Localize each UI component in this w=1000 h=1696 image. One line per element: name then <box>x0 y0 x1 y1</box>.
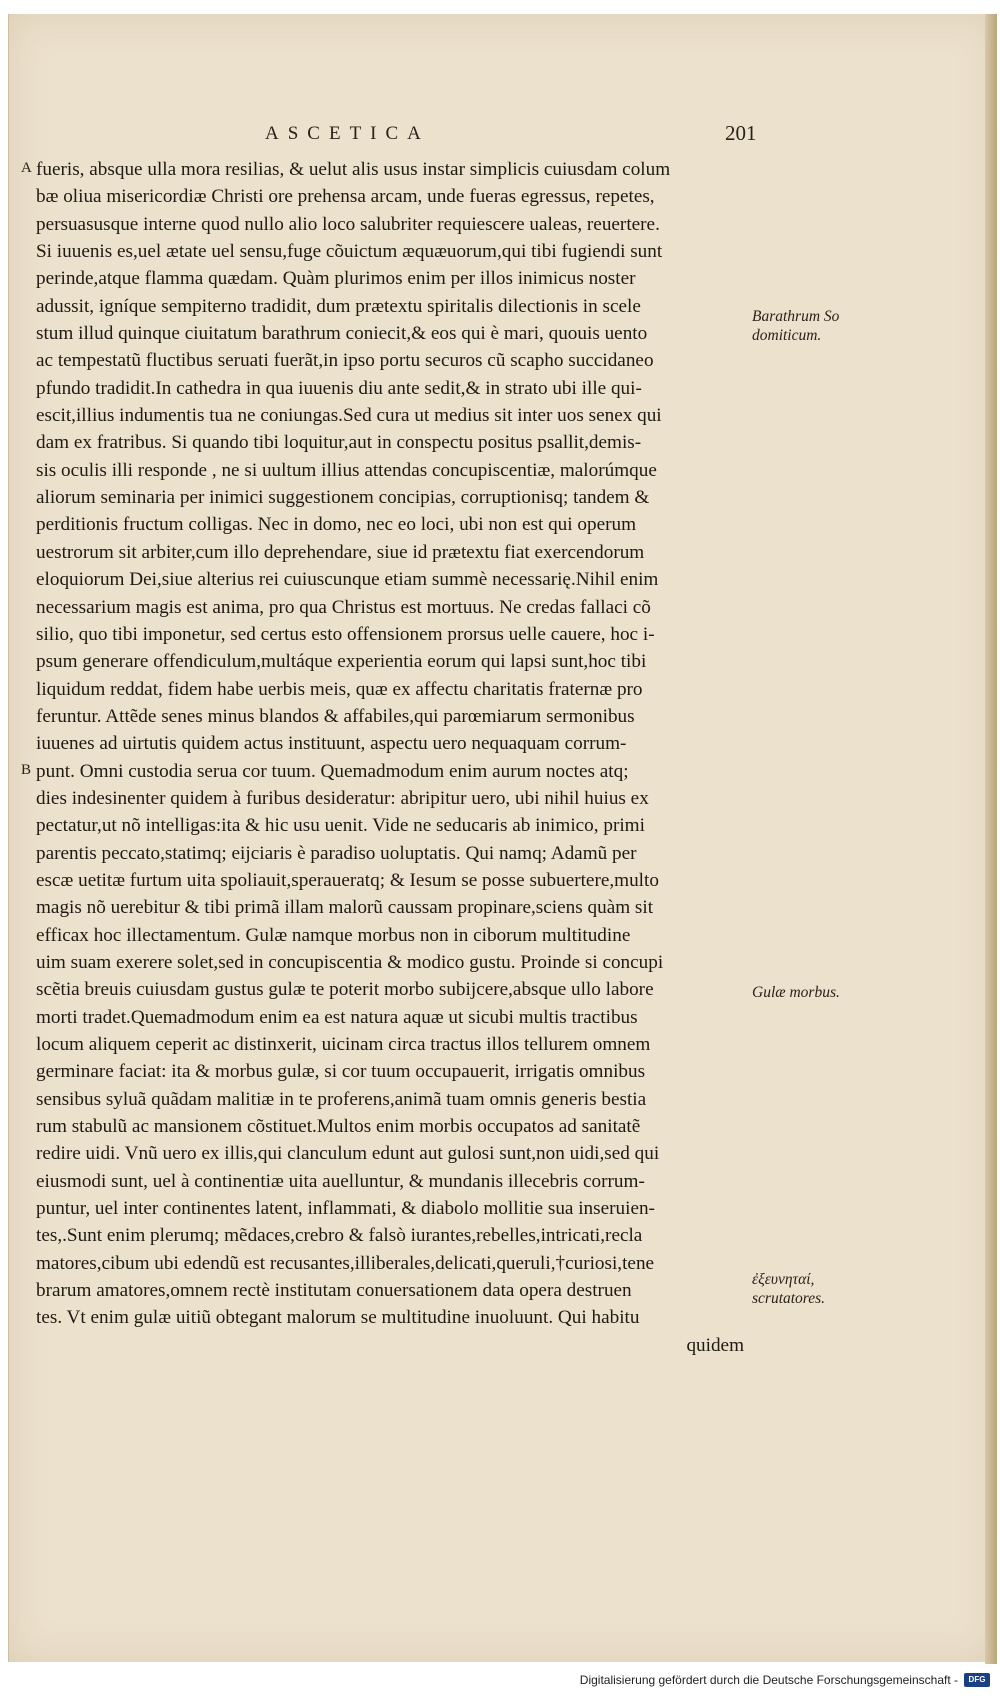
text-line: pfundo tradidit.In cathedra in qua iuuenis diu ante sedit,& in strato ubi ille qui- <box>36 377 642 399</box>
text-line: sis oculis illi responde , ne si uultum illius attendas concupiscentiæ, malorúmque <box>36 459 657 481</box>
text-line: uim suam exerere solet,sed in concupiscentia & modico gustu. Proinde si concupi <box>36 951 664 973</box>
text-line: stum illud quinque ciuitatum barathrum coniecit,& eos qui è mari, quouis uento <box>36 323 648 345</box>
text-line: dam ex fratribus. Si quando tibi loquitur,aut in conspectu positus psallit,demis- <box>36 432 642 454</box>
text-line: efficax hoc illectamentum. Gulæ namque morbus non in ciborum multitudine <box>36 924 631 946</box>
text-line: silio, quo tibi imponetur, sed certus esto offensionem prorsus uelle cauere, hoc i- <box>36 623 655 645</box>
section-letter-b: B <box>21 762 32 778</box>
margin-note-line: domiticum. <box>752 327 822 344</box>
margin-note-gula <box>752 983 840 1002</box>
text-line: morti tradet.Quemadmodum enim ea est natura aquæ ut sicubi multis tractibus <box>36 1006 638 1028</box>
text-line: liquidum reddat, fidem habe uerbis meis, quæ ex affectu charitatis fraternæ pro <box>36 678 643 700</box>
text-line: sensibus syluã quãdam malitiæ in te proferens,animã tuam omnis generis bestia <box>36 1088 647 1110</box>
text-line: uestrorum sit arbiter,cum illo deprehendare, siue id prætextu fiat exercendorum <box>36 541 645 563</box>
text-line: locum aliquem ceperit ac distinxerit, uicinam circa tractus illos tellurem omnem <box>36 1034 651 1055</box>
section-letter-a: A <box>21 160 32 176</box>
text-line: matores,cibum ubi edendũ est recusantes,illiberales,delicati,queruli,†curiosi,tene <box>36 1252 655 1274</box>
text-line: perditionis fructum colligas. Nec in domo, nec eo loci, ubi non est qui operum <box>36 514 637 536</box>
text-line: puntur, uel inter continentes latent, inflammati, & diabolo mollitie sua inseruien- <box>36 1198 655 1220</box>
text-line: punt. Omni custodia serua cor tuum. Quemadmodum enim aurum noctes atq; <box>36 760 629 782</box>
text-line: perinde,atque flamma quædam. Quàm plurimos enim per illos inimicus noster <box>36 268 636 290</box>
digitization-credit <box>580 1673 990 1687</box>
catchword: quidem <box>686 1334 744 1356</box>
text-line: redire uidi. Vnũ uero ex illis,qui clanculum edunt aut gulosi sunt,non uidi,sed qui <box>36 1143 660 1165</box>
text-line: rum stabulũ ac mansionem cõstituet.Multos enim morbis occupatos ad sanitatẽ <box>36 1116 641 1138</box>
text-line: eiusmodi sunt, uel à continentiæ uita auelluntur, & mundanis illecebris corrum- <box>36 1170 645 1192</box>
text-line: persuasusque interne quod nullo alio loco salubriter requiescere ualeas, reuertere. <box>36 213 660 235</box>
page-number: 201 <box>725 121 757 145</box>
margin-note-line: Gulæ morbus. <box>752 984 840 1001</box>
margin-note-barathrum <box>752 307 839 345</box>
text-line: iuuenes ad uirtutis quidem actus instituunt, aspectu uero nequaquam corrum- <box>36 733 627 755</box>
margin-note-line: Barathrum So <box>752 308 840 325</box>
dfg-logo: DFG <box>964 1673 990 1687</box>
text-line: fueris, absque ulla mora resilias, & uelut alis usus instar simplicis cuiusdam colum <box>36 159 671 180</box>
text-line: feruntur. Attẽde senes minus blandos & affabiles,qui parœmiarum sermonibus <box>36 705 635 727</box>
text-line: psum generare offendiculum,multáque experientia eorum qui lapsi sunt,hoc tibi <box>36 651 647 673</box>
text-line: parentis peccato,statimq; eijciaris è paradiso uoluptatis. Qui namq; Adamũ per <box>36 842 637 864</box>
text-line: magis nõ uerebitur & tibi primã illam malorũ caussam propinare,sciens quàm sit <box>36 897 654 919</box>
text-line: tes,.Sunt enim plerumq; mẽdaces,crebro & falsò iurantes,rebelles,intricati,recla <box>36 1225 643 1247</box>
text-line: brarum amatores,omnem rectè institutam conuersationem data opera destruen <box>36 1280 632 1302</box>
text-line: pectatur,ut nõ intelligas:ita & hic usu uenit. Vide ne seducaris ab inimico, primi <box>36 815 645 837</box>
text-line: escæ uetitæ furtum uita spoliauit,speraueratq; & Iesum se posse subuertere,multo <box>36 869 659 891</box>
text-line: aliorum seminaria per inimici suggestionem concipias, corruptionisq; tandem & <box>36 487 650 509</box>
text-line: adussit, igníque sempiterno tradidit, dum prætextu spiritalis dilectionis in scele <box>36 295 641 317</box>
text-line: scẽtia breuis cuiusdam gustus gulæ te poterit morbo subijcere,absque ullo labore <box>36 979 654 1001</box>
margin-note-line: ἐξευνηταί, <box>752 1271 815 1288</box>
text-line: dies indesinenter quidem à furibus desideratur: abripitur uero, ubi nihil huius ex <box>36 787 649 809</box>
margin-note-line: scrutatores. <box>752 1290 826 1307</box>
credit-text: Digitalisierung gefördert durch die Deutsche Forschungsgemeinschaft - <box>579 1673 958 1687</box>
text-line: germinare faciat: ita & morbus gulæ, si cor tuum occupauerit, irrigatis omnibus <box>36 1061 646 1083</box>
text-line: necessarium magis est anima, pro qua Christus est mortuus. Ne credas fallaci cõ <box>36 596 651 618</box>
text-line: escit,illius indumentis tua ne coniungas.Sed cura ut medius sit inter uos senex qui <box>36 405 662 427</box>
text-line: ac tempestatũ fluctibus seruati fuerãt,in ipso portu securos cũ scapho succidaneo <box>36 350 654 372</box>
running-head: ASCETICA <box>265 123 430 144</box>
text-line: bæ oliua misericordiæ Christi ore prehensa arcam, unde fueras egressus, repetes, <box>36 186 655 208</box>
page-edge <box>985 14 997 1664</box>
text-line: Si iuuenis es,uel ætate uel sensu,fuge cõuictum æquæuorum,qui tibi fugiendi sunt <box>36 241 663 263</box>
text-line: eloquiorum Dei,siue alterius rei cuiuscunque etiam summè necessarię.Nihil enim <box>36 569 659 591</box>
text-line: tes. Vt enim gulæ uitiũ obtegant malorum se multitudine inuoluunt. Qui habitu <box>36 1307 640 1329</box>
body-text <box>36 156 748 1359</box>
margin-note-scrutatores <box>752 1270 825 1308</box>
